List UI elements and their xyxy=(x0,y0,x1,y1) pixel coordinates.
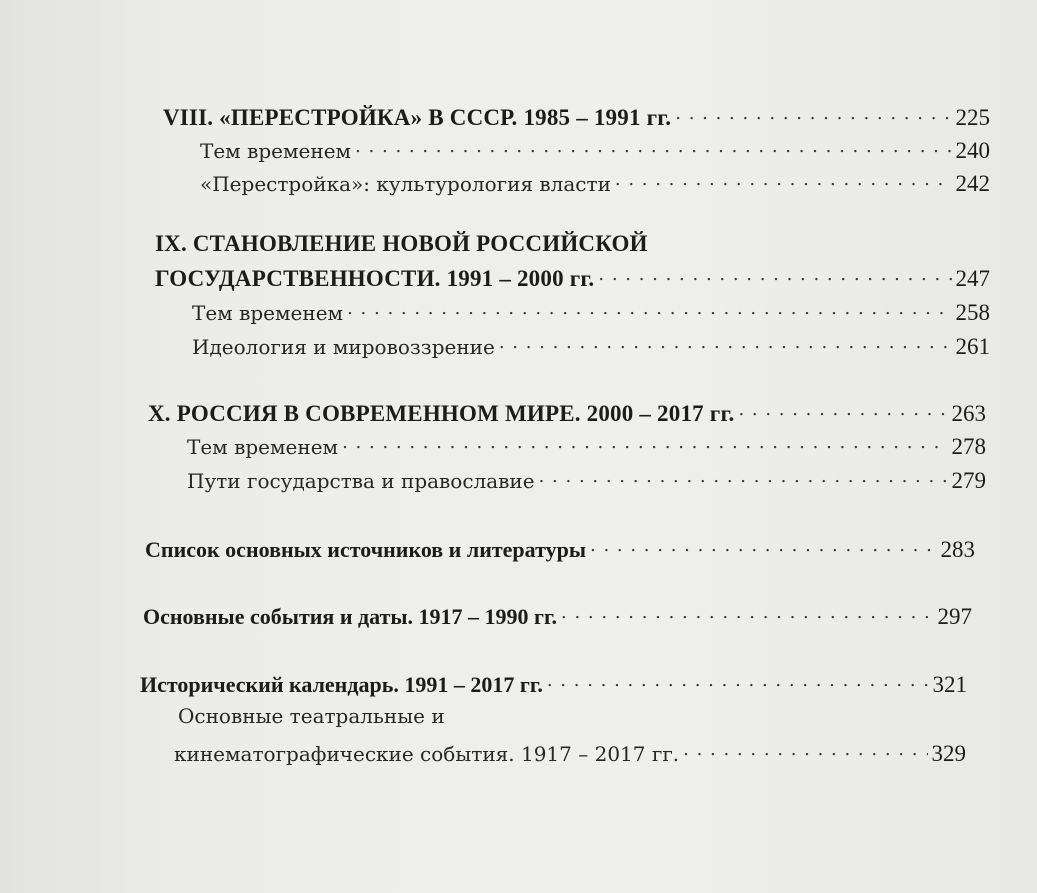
toc-section-calendar xyxy=(140,673,967,696)
toc-subentry[interactable] xyxy=(200,172,990,195)
page-number: 297 xyxy=(937,604,972,629)
toc-section-events xyxy=(143,605,972,628)
toc-chapter-title: VIII. «ПЕРЕСТРОЙКА» В СССР. 1985 – 1991 гг. xyxy=(163,105,672,130)
dot-leader xyxy=(342,438,947,454)
toc-subentry-title: «Перестройка»: культурология власти xyxy=(200,172,611,196)
toc-entry[interactable] xyxy=(145,538,975,561)
page-number: 258 xyxy=(955,300,990,325)
toc-subentry-title: Тем временем xyxy=(192,301,344,325)
page-number: 261 xyxy=(955,334,990,359)
toc-entry[interactable] xyxy=(155,267,990,290)
toc-chapter-title-line1[interactable]: IX. СТАНОВЛЕНИЕ НОВОЙ РОССИЙСКОЙ xyxy=(155,231,648,256)
page-number: 247 xyxy=(955,266,990,291)
page-number: 329 xyxy=(931,741,966,766)
page-number: 278 xyxy=(951,434,986,459)
dot-leader xyxy=(738,405,947,421)
dot-leader xyxy=(347,304,951,320)
toc-chapter-ix xyxy=(155,232,990,255)
toc-chapter-x xyxy=(148,402,986,425)
dot-leader xyxy=(355,142,951,158)
dot-leader xyxy=(590,541,936,557)
page-number: 283 xyxy=(940,537,975,562)
toc-section-title: Список основных источников и литературы xyxy=(145,537,587,562)
toc-chapter-title-line2: ГОСУДАРСТВЕННОСТИ. 1991 – 2000 гг. xyxy=(155,266,595,291)
toc-subentry[interactable] xyxy=(187,435,986,458)
toc-chapter-ix-line2 xyxy=(155,267,990,290)
toc-subentry-wrapper xyxy=(200,172,990,195)
toc-entry[interactable] xyxy=(163,106,990,129)
page-number: 225 xyxy=(955,105,990,130)
toc-subentry-wrapper xyxy=(200,139,990,162)
dot-leader xyxy=(683,745,927,761)
toc-section-title: Исторический календарь. 1991 – 2017 гг. xyxy=(140,672,543,697)
toc-entry[interactable] xyxy=(140,673,967,696)
toc-chapter-viii xyxy=(163,106,990,129)
toc-subentry[interactable] xyxy=(187,469,986,492)
toc-chapter-title: X. РОССИЯ В СОВРЕМЕННОМ МИРЕ. 2000 – 2017 гг. xyxy=(148,401,735,426)
toc-entry[interactable] xyxy=(143,605,972,628)
toc-entry[interactable] xyxy=(148,402,986,425)
toc-subentry-wrapper xyxy=(174,742,966,765)
toc-subentry-title: Идеология и мировоззрение xyxy=(192,335,495,359)
toc-subentry-title: Пути государства и православие xyxy=(187,469,535,493)
page-number: 242 xyxy=(955,171,990,196)
toc-subentry-wrapper xyxy=(178,706,967,726)
toc-subentry[interactable] xyxy=(200,139,990,162)
toc-subentry-title: Тем временем xyxy=(187,435,339,459)
toc-subentry-wrapper xyxy=(192,301,990,324)
dot-leader xyxy=(615,175,952,191)
dot-leader xyxy=(547,676,929,692)
page-number: 263 xyxy=(951,401,986,426)
toc-subentry-title-line2: кинематографические события. 1917 – 2017 гг. xyxy=(174,742,680,766)
toc-subentry[interactable] xyxy=(174,742,966,765)
toc-subentry[interactable] xyxy=(192,301,990,324)
toc-subentry-wrapper xyxy=(187,469,986,492)
toc-subentry-title-line1[interactable]: Основные театральные и xyxy=(178,704,445,728)
dot-leader xyxy=(499,338,952,354)
dot-leader xyxy=(598,270,951,286)
toc-subentry-wrapper xyxy=(187,435,986,458)
toc-subentry-wrapper xyxy=(192,335,990,358)
toc-subentry[interactable] xyxy=(192,335,990,358)
toc-section-title: Основные события и даты. 1917 – 1990 гг. xyxy=(143,604,558,629)
dot-leader xyxy=(675,109,951,125)
page-number: 279 xyxy=(951,468,986,493)
dot-leader xyxy=(561,608,933,624)
page-number: 240 xyxy=(955,138,990,163)
page-number: 321 xyxy=(932,672,967,697)
toc-section-sources xyxy=(145,538,975,561)
dot-leader xyxy=(539,472,948,488)
toc-subentry-title: Тем временем xyxy=(200,139,352,163)
